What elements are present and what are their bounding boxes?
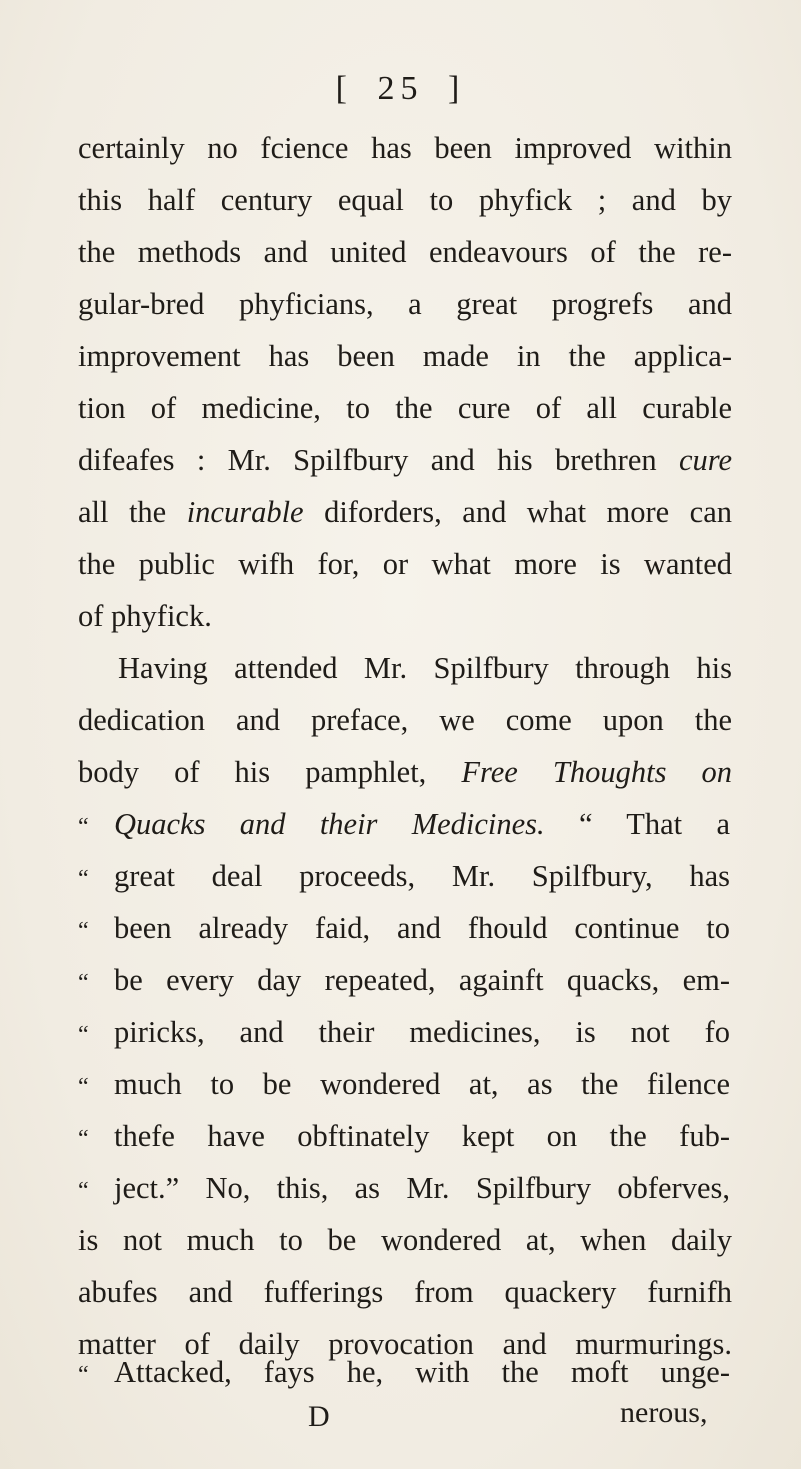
text-line: the public wifh for, or what more is wanted (78, 547, 732, 581)
text-run: body of his pamphlet, (78, 755, 462, 789)
text-line: certainly no fcience has been improved within (78, 131, 732, 165)
text-line: tion of medicine, to the cure of all curable (78, 391, 732, 425)
text-line: this half century equal to phyfick ; and by (78, 183, 732, 217)
text-line: dedication and preface, we come upon the (78, 703, 732, 737)
text-line (78, 804, 730, 847)
text-line (78, 856, 730, 899)
italic-text-run: Free Thoughts on (461, 755, 732, 789)
quote-mark: “ (78, 918, 89, 944)
quote-mark: “ (78, 1126, 89, 1152)
quote-mark: “ (78, 1362, 89, 1388)
text-run: thefe have obftinately kept on the fub- (114, 1119, 730, 1153)
quote-mark: “ (78, 866, 89, 892)
text-line: matter of daily provocation and murmurings. (78, 1327, 732, 1361)
text-line (78, 1064, 730, 1107)
text-run: difeafes : Mr. Spilfbury and his brethren (78, 443, 679, 477)
text-line (78, 492, 732, 532)
catchword: nerous, (620, 1396, 708, 1429)
text-line (78, 752, 732, 792)
text-run: been already faid, and fhould continue to (114, 911, 730, 945)
text-run: “ That a (544, 807, 730, 841)
quote-mark: “ (78, 814, 89, 840)
quote-mark: “ (78, 970, 89, 996)
text-run: great deal proceeds, Mr. Spilfbury, has (114, 859, 730, 893)
text-line: of phyfick. (78, 599, 212, 633)
text-line (78, 908, 730, 951)
text-run: ject.” No, this, as Mr. Spilfbury obferves, (114, 1171, 730, 1205)
signature-mark: D (308, 1400, 330, 1433)
italic-text-run: Quacks and their Medicines. (114, 807, 545, 841)
quote-mark: “ (78, 1178, 89, 1204)
text-line (78, 440, 732, 480)
italic-text-run: cure (678, 443, 732, 477)
text-line: improvement has been made in the applica- (78, 339, 732, 373)
page-number: [ 25 ] (335, 70, 466, 107)
text-run: much to be wondered at, as the filence (114, 1067, 730, 1101)
text-line (78, 1168, 730, 1211)
text-run: diforders, and what more can (303, 495, 733, 529)
text-run: be every day repeated, againft quacks, em- (114, 963, 730, 997)
text-line (78, 960, 730, 1003)
quote-mark: “ (78, 1074, 89, 1100)
quote-mark: “ (78, 1022, 89, 1048)
text-line (78, 1116, 730, 1159)
italic-text-run: incurable (186, 495, 304, 529)
text-line: Having attended Mr. Spilfbury through his (118, 651, 732, 685)
text-line: the methods and united endeavours of the re- (78, 235, 732, 269)
text-line (78, 1352, 730, 1395)
text-line: gular-bred phyficians, a great progrefs and (78, 287, 732, 321)
text-run: all the (78, 495, 187, 529)
text-run: piricks, and their medicines, is not fo (114, 1015, 730, 1049)
text-run: Attacked, fays he, with the moft unge- (114, 1355, 730, 1389)
text-line (78, 1012, 730, 1055)
text-line: abufes and fufferings from quackery furnifh (78, 1275, 732, 1309)
text-line: is not much to be wondered at, when daily (78, 1223, 732, 1257)
